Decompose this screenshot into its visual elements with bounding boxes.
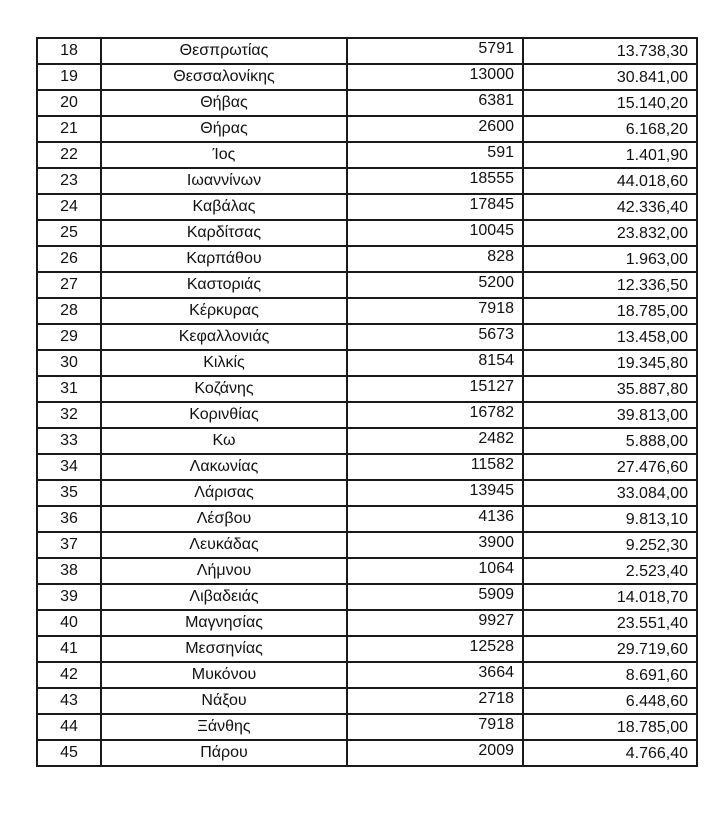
amount-cell: 8.691,60 [523,662,697,688]
prefecture-name-cell: Θήβας [101,90,347,116]
amount-cell: 39.813,00 [523,402,697,428]
row-number-cell: 39 [37,584,101,610]
amount-cell: 18.785,00 [523,298,697,324]
table-row [37,116,697,142]
population-cell: 16782 [347,402,523,428]
population-cell: 9927 [347,610,523,636]
amount-cell: 1.963,00 [523,246,697,272]
population-cell: 2482 [347,428,523,454]
population-cell: 591 [347,142,523,168]
amount-cell: 15.140,20 [523,90,697,116]
population-cell: 6381 [347,90,523,116]
amount-cell: 12.336,50 [523,272,697,298]
prefecture-name-cell: Λιβαδειάς [101,584,347,610]
row-number-cell: 31 [37,376,101,402]
prefecture-name-cell: Κω [101,428,347,454]
population-cell: 13945 [347,480,523,506]
amount-cell: 13.738,30 [523,38,697,64]
row-number-cell: 36 [37,506,101,532]
amount-cell: 5.888,00 [523,428,697,454]
population-cell: 828 [347,246,523,272]
population-cell: 5200 [347,272,523,298]
row-number-cell: 24 [37,194,101,220]
prefecture-name-cell: Θεσπρωτίας [101,38,347,64]
amount-cell: 33.084,00 [523,480,697,506]
prefecture-name-cell: Λάρισας [101,480,347,506]
prefecture-name-cell: Κοζάνης [101,376,347,402]
row-number-cell: 23 [37,168,101,194]
amount-cell: 2.523,40 [523,558,697,584]
population-cell: 8154 [347,350,523,376]
population-cell: 10045 [347,220,523,246]
row-number-cell: 25 [37,220,101,246]
population-cell: 12528 [347,636,523,662]
population-cell: 3664 [347,662,523,688]
table-row [37,272,697,298]
table-row [37,194,697,220]
table-row [37,584,697,610]
population-cell: 7918 [347,714,523,740]
row-number-cell: 40 [37,610,101,636]
table-row [37,220,697,246]
table-row [37,636,697,662]
prefecture-name-cell: Θήρας [101,116,347,142]
table-row [37,428,697,454]
population-cell: 2600 [347,116,523,142]
row-number-cell: 28 [37,298,101,324]
table-row [37,90,697,116]
row-number-cell: 43 [37,688,101,714]
amount-cell: 1.401,90 [523,142,697,168]
amount-cell: 42.336,40 [523,194,697,220]
amount-cell: 4.766,40 [523,740,697,766]
row-number-cell: 35 [37,480,101,506]
population-cell: 1064 [347,558,523,584]
row-number-cell: 18 [37,38,101,64]
prefecture-name-cell: Κορινθίας [101,402,347,428]
population-cell: 18555 [347,168,523,194]
table-body [37,38,697,766]
prefecture-name-cell: Λευκάδας [101,532,347,558]
prefecture-name-cell: Λακωνίας [101,454,347,480]
table-row [37,298,697,324]
prefecture-name-cell: Μεσσηνίας [101,636,347,662]
table-row [37,558,697,584]
prefecture-name-cell: Λέσβου [101,506,347,532]
prefecture-name-cell: Ιωαννίνων [101,168,347,194]
population-cell: 4136 [347,506,523,532]
row-number-cell: 29 [37,324,101,350]
prefecture-name-cell: Ίος [101,142,347,168]
table-row [37,688,697,714]
population-cell: 5673 [347,324,523,350]
amount-cell: 44.018,60 [523,168,697,194]
amount-cell: 9.813,10 [523,506,697,532]
prefecture-name-cell: Καβάλας [101,194,347,220]
prefecture-name-cell: Μυκόνου [101,662,347,688]
amount-cell: 14.018,70 [523,584,697,610]
row-number-cell: 32 [37,402,101,428]
prefecture-name-cell: Λήμνου [101,558,347,584]
prefecture-name-cell: Καρδίτσας [101,220,347,246]
table-row [37,168,697,194]
amount-cell: 18.785,00 [523,714,697,740]
row-number-cell: 22 [37,142,101,168]
table-row [37,662,697,688]
amount-cell: 23.551,40 [523,610,697,636]
row-number-cell: 42 [37,662,101,688]
table-row [37,38,697,64]
population-cell: 17845 [347,194,523,220]
population-cell: 2718 [347,688,523,714]
row-number-cell: 44 [37,714,101,740]
prefecture-name-cell: Καστοριάς [101,272,347,298]
prefecture-name-cell: Μαγνησίας [101,610,347,636]
table-row [37,532,697,558]
population-cell: 3900 [347,532,523,558]
population-cell: 5909 [347,584,523,610]
amount-cell: 19.345,80 [523,350,697,376]
row-number-cell: 21 [37,116,101,142]
amount-cell: 29.719,60 [523,636,697,662]
row-number-cell: 20 [37,90,101,116]
amount-cell: 35.887,80 [523,376,697,402]
table-row [37,324,697,350]
prefecture-name-cell: Κιλκίς [101,350,347,376]
row-number-cell: 19 [37,64,101,90]
prefecture-name-cell: Ξάνθης [101,714,347,740]
row-number-cell: 27 [37,272,101,298]
amount-cell: 6.448,60 [523,688,697,714]
prefecture-name-cell: Πάρου [101,740,347,766]
prefecture-name-cell: Καρπάθου [101,246,347,272]
table-row [37,402,697,428]
table-row [37,480,697,506]
amount-cell: 23.832,00 [523,220,697,246]
row-number-cell: 33 [37,428,101,454]
row-number-cell: 37 [37,532,101,558]
amount-cell: 6.168,20 [523,116,697,142]
prefecture-name-cell: Κεφαλλονιάς [101,324,347,350]
amount-cell: 9.252,30 [523,532,697,558]
row-number-cell: 26 [37,246,101,272]
prefecture-name-cell: Κέρκυρας [101,298,347,324]
amount-cell: 27.476,60 [523,454,697,480]
population-cell: 2009 [347,740,523,766]
table-row [37,454,697,480]
table-row [37,350,697,376]
population-cell: 7918 [347,298,523,324]
table-row [37,142,697,168]
table-row [37,506,697,532]
prefecture-name-cell: Νάξου [101,688,347,714]
row-number-cell: 38 [37,558,101,584]
table-row [37,740,697,766]
table-row [37,246,697,272]
row-number-cell: 45 [37,740,101,766]
row-number-cell: 34 [37,454,101,480]
table-row [37,376,697,402]
table-row [37,64,697,90]
amount-cell: 30.841,00 [523,64,697,90]
table-row [37,714,697,740]
prefecture-name-cell: Θεσσαλονίκης [101,64,347,90]
row-number-cell: 41 [37,636,101,662]
data-table [36,37,698,767]
population-cell: 13000 [347,64,523,90]
table-row [37,610,697,636]
population-cell: 5791 [347,38,523,64]
population-cell: 15127 [347,376,523,402]
row-number-cell: 30 [37,350,101,376]
amount-cell: 13.458,00 [523,324,697,350]
population-cell: 11582 [347,454,523,480]
